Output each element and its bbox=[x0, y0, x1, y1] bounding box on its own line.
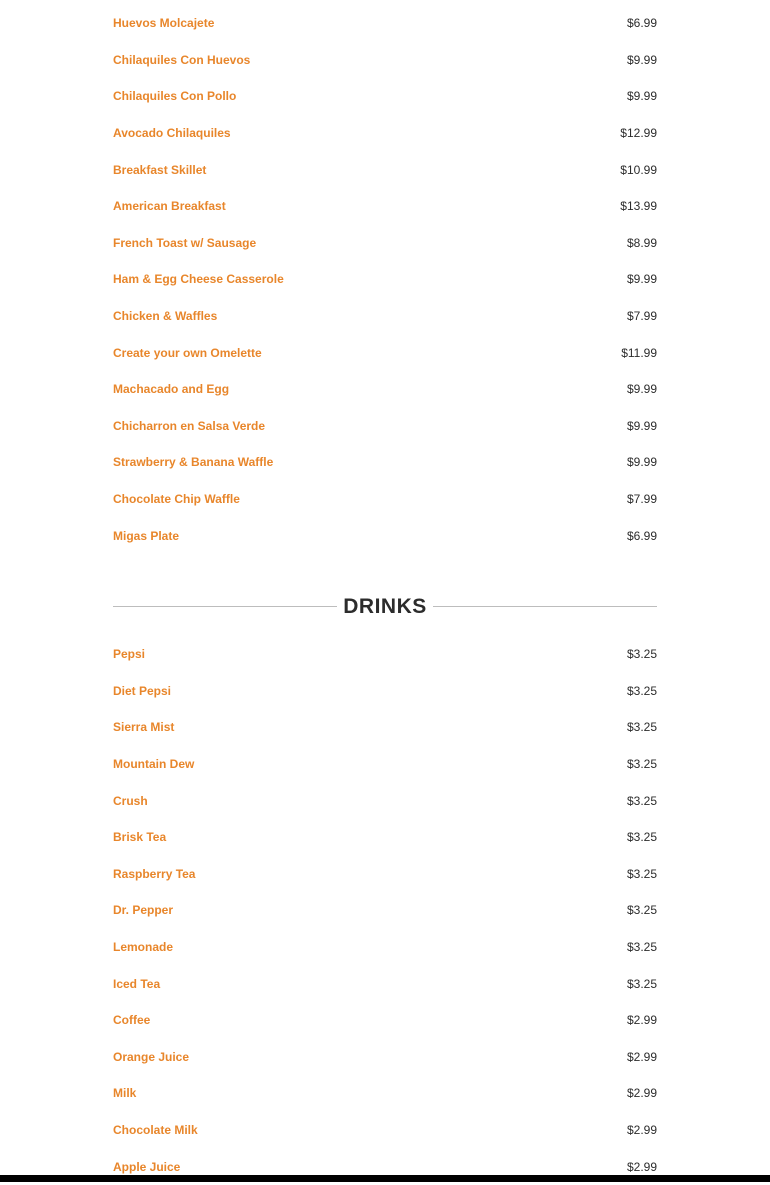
menu-item[interactable] bbox=[113, 636, 657, 673]
menu-item[interactable] bbox=[113, 334, 657, 371]
menu-item-name[interactable]: Coffee bbox=[113, 1013, 151, 1028]
menu-item[interactable] bbox=[113, 371, 657, 408]
menu-item-price: $9.99 bbox=[626, 455, 657, 470]
menu-item-price: $2.99 bbox=[626, 1086, 657, 1101]
menu-item[interactable] bbox=[113, 746, 657, 783]
menu-item-price: $2.99 bbox=[626, 1159, 657, 1174]
menu-item[interactable] bbox=[113, 444, 657, 481]
menu-item-price: $10.99 bbox=[620, 162, 657, 177]
menu-item[interactable] bbox=[113, 965, 657, 1002]
menu-item-name[interactable]: French Toast w/ Sausage bbox=[113, 235, 257, 250]
menu-item[interactable] bbox=[113, 1075, 657, 1112]
menu-item-name[interactable]: Crush bbox=[113, 793, 148, 808]
menu-item-name[interactable]: Machacado and Egg bbox=[113, 382, 230, 397]
menu-item-name[interactable]: Mountain Dew bbox=[113, 756, 195, 771]
menu-item-name[interactable]: Strawberry & Banana Waffle bbox=[113, 455, 274, 470]
bottom-bar bbox=[0, 1175, 770, 1182]
menu-item[interactable] bbox=[113, 481, 657, 518]
menu-item-price: $9.99 bbox=[626, 89, 657, 104]
menu-item-name[interactable]: Lemonade bbox=[113, 939, 174, 954]
menu-item-name[interactable]: Diet Pepsi bbox=[113, 683, 172, 698]
menu-item-price: $13.99 bbox=[620, 199, 657, 214]
menu-item[interactable] bbox=[113, 188, 657, 225]
menu-item-name[interactable]: Chocolate Milk bbox=[113, 1122, 198, 1137]
menu-item-price: $3.25 bbox=[626, 903, 657, 918]
menu-item-price: $6.99 bbox=[626, 16, 657, 31]
menu-item-name[interactable]: Milk bbox=[113, 1086, 137, 1101]
drinks-item-list bbox=[113, 636, 657, 1185]
menu-item[interactable] bbox=[113, 892, 657, 929]
menu-item-name[interactable]: Raspberry Tea bbox=[113, 866, 196, 881]
menu-item-name[interactable]: Chicken & Waffles bbox=[113, 309, 218, 324]
menu-item-name[interactable]: Dr. Pepper bbox=[113, 903, 174, 918]
menu-item[interactable] bbox=[113, 855, 657, 892]
menu-item[interactable] bbox=[113, 298, 657, 335]
menu-item-price: $3.25 bbox=[626, 793, 657, 808]
menu-item[interactable] bbox=[113, 673, 657, 710]
menu-item-price: $2.99 bbox=[626, 1122, 657, 1137]
menu-item-price: $11.99 bbox=[621, 345, 657, 360]
menu-item-name[interactable]: Breakfast Skillet bbox=[113, 162, 207, 177]
menu-item-name[interactable]: Chocolate Chip Waffle bbox=[113, 492, 240, 507]
menu-item-price: $2.99 bbox=[626, 1049, 657, 1064]
breakfast-item-list bbox=[113, 0, 657, 554]
menu-item[interactable] bbox=[113, 709, 657, 746]
menu-item-name[interactable]: Avocado Chilaquiles bbox=[113, 126, 231, 141]
menu-item[interactable] bbox=[113, 929, 657, 966]
menu-item-name[interactable]: Chicharron en Salsa Verde bbox=[113, 418, 266, 433]
menu-item[interactable] bbox=[113, 151, 657, 188]
menu-item-price: $2.99 bbox=[626, 1013, 657, 1028]
menu-item-price: $3.25 bbox=[626, 756, 657, 771]
menu-item-name[interactable]: Migas Plate bbox=[113, 528, 180, 543]
menu-item-name[interactable]: Chilaquiles Con Pollo bbox=[113, 89, 237, 104]
menu-item-name[interactable]: Sierra Mist bbox=[113, 720, 175, 735]
menu-item-price: $12.99 bbox=[620, 126, 657, 141]
menu-item[interactable] bbox=[113, 782, 657, 819]
menu-item[interactable] bbox=[113, 1002, 657, 1039]
menu-item-price: $7.99 bbox=[626, 309, 657, 324]
menu-item[interactable] bbox=[113, 819, 657, 856]
menu-item-price: $3.25 bbox=[626, 720, 657, 735]
menu-item-price: $3.25 bbox=[626, 866, 657, 881]
menu-item-name[interactable]: Iced Tea bbox=[113, 976, 161, 991]
menu-item-price: $9.99 bbox=[626, 382, 657, 397]
menu-item[interactable] bbox=[113, 115, 657, 152]
menu-item[interactable] bbox=[113, 78, 657, 115]
menu-item-price: $3.25 bbox=[626, 830, 657, 845]
menu-item-name[interactable]: Apple Juice bbox=[113, 1159, 181, 1174]
menu-item-price: $9.99 bbox=[626, 52, 657, 67]
menu-item-price: $9.99 bbox=[626, 418, 657, 433]
menu-item-name[interactable]: Create your own Omelette bbox=[113, 345, 262, 360]
menu-item[interactable] bbox=[113, 408, 657, 445]
menu-item-price: $8.99 bbox=[626, 235, 657, 250]
menu-item[interactable] bbox=[113, 5, 657, 42]
menu-item-price: $3.25 bbox=[626, 683, 657, 698]
menu bbox=[113, 0, 657, 1185]
section-divider-right bbox=[433, 606, 657, 607]
menu-item-name[interactable]: Brisk Tea bbox=[113, 830, 167, 845]
menu-item-name[interactable]: Orange Juice bbox=[113, 1049, 190, 1064]
section-divider-left bbox=[113, 606, 337, 607]
menu-item[interactable] bbox=[113, 42, 657, 79]
menu-item-name[interactable]: Chilaquiles Con Huevos bbox=[113, 52, 251, 67]
menu-item[interactable] bbox=[113, 1112, 657, 1149]
menu-item-name[interactable]: Huevos Molcajete bbox=[113, 16, 215, 31]
section-title-drinks: DRINKS bbox=[343, 594, 427, 618]
menu-item-price: $3.25 bbox=[626, 976, 657, 991]
menu-item-name[interactable]: Ham & Egg Cheese Casserole bbox=[113, 272, 284, 287]
menu-item[interactable] bbox=[113, 225, 657, 262]
menu-item-price: $7.99 bbox=[626, 492, 657, 507]
menu-item-price: $3.25 bbox=[626, 647, 657, 662]
menu-item[interactable] bbox=[113, 517, 657, 554]
menu-item-name[interactable]: Pepsi bbox=[113, 647, 146, 662]
menu-item-price: $9.99 bbox=[626, 272, 657, 287]
drinks-section-header bbox=[113, 592, 657, 622]
menu-item-name[interactable]: American Breakfast bbox=[113, 199, 226, 214]
menu-item-price: $3.25 bbox=[626, 939, 657, 954]
menu-item-price: $6.99 bbox=[626, 528, 657, 543]
menu-item[interactable] bbox=[113, 1038, 657, 1075]
menu-item[interactable] bbox=[113, 261, 657, 298]
